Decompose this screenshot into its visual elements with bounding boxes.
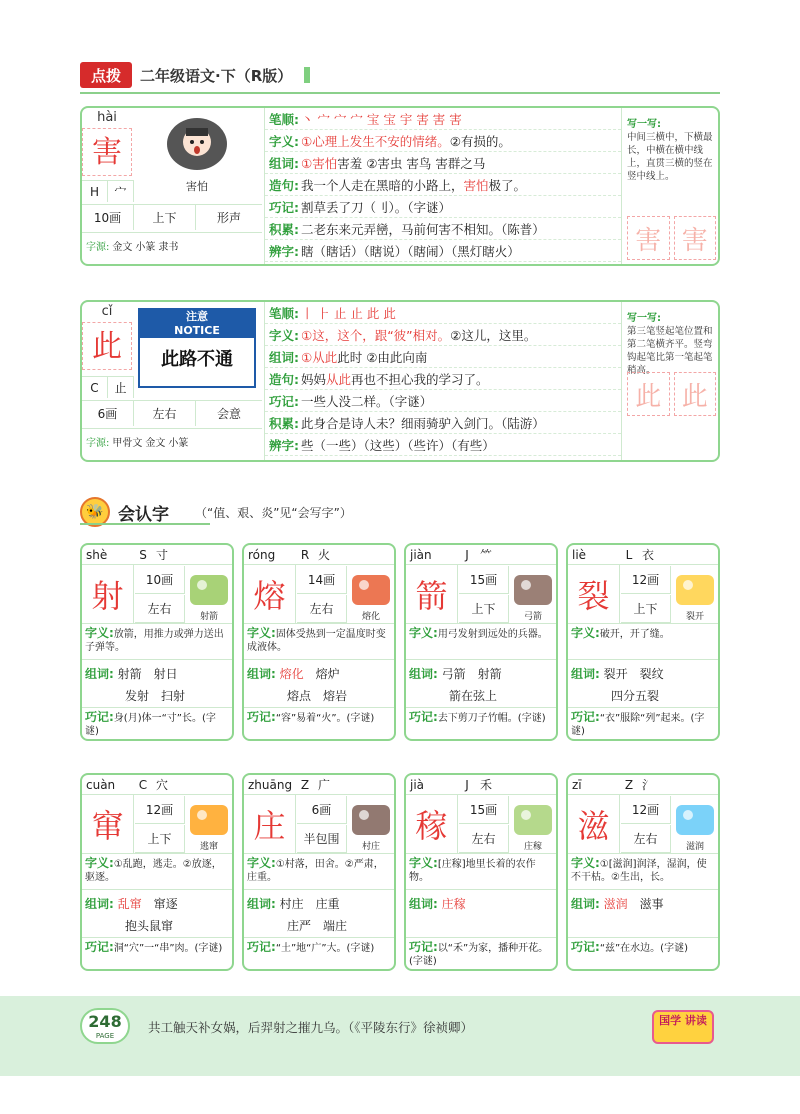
header-accent: [304, 67, 310, 83]
trace-char: 害: [627, 216, 670, 260]
meaning-row: 字义:①[滋润]润泽，湿润，使不干枯。②生出，长。: [568, 853, 718, 889]
meaning-row: 字义:固体受热到一定温度时变成液体。: [244, 623, 394, 659]
memory-tip-row: 巧记:洞“穴”一“串”肉。(字谜): [82, 937, 232, 971]
char-card-1: [242, 543, 396, 741]
notice-text: 此路不通: [161, 349, 233, 370]
book-title: 二年级语文·下（R版）: [140, 66, 293, 85]
char-card-4: [80, 773, 234, 971]
main-character: 此: [82, 322, 132, 370]
char-origin: [82, 428, 262, 454]
write-text: 中间三横中，下横最长，中横在横中线上，直贯三横的竖在竖中线上。: [627, 132, 713, 182]
radical: 止: [108, 377, 134, 398]
char-card-6: [404, 773, 558, 971]
word: 抱头鼠窜: [125, 919, 174, 933]
words-row: 组词: 弓箭 射箭 箭在弦上: [406, 659, 556, 707]
notice-top-en: NOTICE: [174, 324, 220, 337]
card-header: [82, 545, 232, 565]
words-row: 组词: 庄稼: [406, 889, 556, 937]
word: 熔点: [287, 689, 312, 703]
image-caption: 熔化: [361, 612, 380, 622]
notice-sign-image: [134, 304, 260, 392]
char-info: [82, 108, 262, 264]
origin-jinwen: 金文: [112, 242, 133, 253]
structure: 上下: [621, 595, 671, 623]
word: 裂开: [603, 667, 628, 681]
image-caption: 射箭: [199, 612, 218, 622]
write-text: 第三笔竖起笔位置和第二笔横齐平。竖弯钩起笔比第一笔起笔稍高。: [627, 326, 713, 376]
words-row: 组词: 滋润 滋事: [568, 889, 718, 937]
char-card-3: [566, 543, 720, 741]
meaning-line: 字义: ①心理上发生不安的情绪。 ②有损的。: [265, 130, 621, 152]
card-header: [244, 545, 394, 565]
memory-tip-row: 巧记:以“禾”为家，播种开花。(字谜): [406, 937, 556, 971]
origin-xiaozhuan: 小篆: [168, 438, 189, 449]
radical: 禾: [479, 778, 492, 792]
stroke-order-line: 笔顺: 丨 ⺊ 止 止 此 此: [265, 302, 621, 324]
word: 滋事: [639, 897, 664, 911]
initial-letter: S: [139, 547, 147, 562]
trace-char: 此: [674, 372, 717, 416]
word: 端庄: [323, 919, 348, 933]
page-number: 248 PAGE: [80, 1008, 130, 1044]
main-character: 射: [82, 565, 134, 623]
main-character: 箭: [406, 565, 458, 623]
illustration-image: [510, 567, 556, 611]
memory-tip-row: 巧记:“土”地“广”大。(字谜): [244, 937, 394, 971]
origin-label: 字源:: [86, 242, 110, 253]
word: 滋润: [603, 897, 628, 911]
meaning-row: 字义:[庄稼]地里长着的农作物。: [406, 853, 556, 889]
card-header: [82, 775, 232, 795]
word: 射日: [153, 667, 178, 681]
word: 熔化: [279, 667, 304, 681]
card-header: [406, 775, 556, 795]
memory-tip-row: 巧记:“容”易着“火”。(字谜): [244, 707, 394, 741]
radical: 广: [317, 778, 330, 792]
char-card-0: [80, 543, 234, 741]
meaning-row: 字义:用弓发射到远处的兵器。: [406, 623, 556, 659]
main-character: 裂: [568, 565, 620, 623]
pinyin: jià: [410, 777, 425, 792]
illustration-image: [186, 567, 232, 611]
radical: 氵: [641, 778, 654, 792]
word: 发射: [125, 689, 150, 703]
char-card-2: [404, 543, 558, 741]
main-character: 滋: [568, 795, 620, 853]
write-label: 写一写:: [627, 313, 661, 324]
card-header: [406, 545, 556, 565]
trace-boxes: [627, 372, 716, 416]
write-label: 写一写:: [627, 119, 661, 130]
image-caption: 裂开: [685, 612, 704, 622]
pinyin: jiàn: [410, 547, 432, 562]
sentence-line: 造句: 妈妈 从此 再也不担心我的学习了。: [265, 368, 621, 390]
structure: 上下: [135, 825, 185, 853]
pinyin: shè: [86, 547, 108, 562]
word: 箭在弦上: [449, 689, 498, 703]
word: 裂纹: [639, 667, 664, 681]
card-header: [568, 545, 718, 565]
word: 窜逐: [153, 897, 178, 911]
structure: 左右: [134, 401, 196, 426]
initial-letter: C: [82, 377, 108, 398]
words-row: 组词: 裂开 裂纹 四分五裂: [568, 659, 718, 707]
char-info: [82, 302, 262, 460]
illustration-image: [348, 567, 394, 611]
radical: 宀: [108, 181, 134, 202]
memory-tip-row: 巧记:“衣”服除“列”起来。(字谜): [568, 707, 718, 741]
main-character: 害: [82, 128, 132, 176]
structure: 左右: [135, 595, 185, 623]
word: 庄严: [287, 919, 312, 933]
words-row: 组词: 村庄 庄重 庄严 端庄: [244, 889, 394, 937]
initial-letter: R: [300, 547, 310, 562]
char-card-ci: [80, 300, 720, 462]
origin-jinwen: 金文: [145, 438, 166, 449]
trace-char: 害: [674, 216, 717, 260]
meaning-line: 字义: ①这，这个，跟“彼”相对。 ②这儿，这里。: [265, 324, 621, 346]
distinguish-line: 辨字: 些（一些）（这些）（些许）（有些）: [265, 434, 621, 456]
stroke-count: 15画: [459, 796, 509, 824]
word: 村庄: [279, 897, 304, 911]
radical: ⺮: [479, 548, 492, 562]
pinyin: róng: [248, 547, 276, 562]
meaning-row: 字义:破开，开了缝。: [568, 623, 718, 659]
char-card-7: [566, 773, 720, 971]
stroke-count: 12画: [135, 796, 185, 824]
writing-tip: [623, 108, 720, 264]
initial-letter: J: [465, 547, 469, 562]
structure: 半包围: [297, 825, 347, 853]
memory-tip-row: 巧记:“兹”在水边。(字谜): [568, 937, 718, 971]
origin-xiaozhuan: 小篆: [135, 242, 156, 253]
stroke-count: 14画: [297, 566, 347, 594]
writing-tip: [623, 302, 720, 460]
section-note: （“值、艰、炎”见“会写字”）: [195, 505, 352, 520]
guoxue-badge: 国学 讲读: [652, 1010, 714, 1044]
words-row: 组词: 乱窜 窜逐 抱头鼠窜: [82, 889, 232, 937]
stroke-count: 10画: [82, 205, 134, 230]
word: 射箭: [477, 667, 502, 681]
stroke-count: 6画: [82, 401, 134, 426]
header-divider: [80, 92, 720, 94]
pinyin: zī: [572, 777, 582, 792]
stroke-count: 12画: [621, 566, 671, 594]
stroke-count: 12画: [621, 796, 671, 824]
pinyin: cuàn: [86, 777, 116, 792]
word: 四分五裂: [611, 689, 660, 703]
main-character: 稼: [406, 795, 458, 853]
radical: 寸: [155, 548, 168, 562]
structure: 左右: [297, 595, 347, 623]
stroke-order-line: 笔顺: 丶 宀 宀 宀 宝 宝 宇 害 害 害: [265, 108, 621, 130]
image-caption: 滋润: [685, 842, 704, 852]
structure: 上下: [459, 595, 509, 623]
word: 庄重: [315, 897, 340, 911]
structure: 上下: [134, 205, 196, 230]
initial-letter: C: [138, 777, 148, 792]
char-details: [264, 108, 622, 264]
trace-boxes: [627, 216, 716, 260]
words-line: 组词: ①从此 此时 ②由此向南: [265, 346, 621, 368]
initial-letter: H: [82, 181, 108, 202]
radical: 衣: [641, 548, 654, 562]
memory-tip-row: 巧记:去下剪刀子竹帽。(字谜): [406, 707, 556, 741]
char-type: 会意: [216, 407, 241, 421]
trace-char: 此: [627, 372, 670, 416]
words-row: 组词: 射箭 射日 发射 扫射: [82, 659, 232, 707]
memory-tip-row: 巧记:身(月)体一“寸”长。(字谜): [82, 707, 232, 741]
illustration-image: [186, 797, 232, 841]
memory-tip-line: 巧记: 一些人没二样。（字谜）: [265, 390, 621, 412]
image-caption: 弓箭: [523, 612, 542, 622]
word: 乱窜: [117, 897, 142, 911]
initial-letter: Z: [624, 777, 634, 792]
image-caption: 害怕: [186, 180, 208, 193]
word: 熔炉: [315, 667, 340, 681]
origin-lishu: 隶书: [158, 242, 179, 253]
stroke-count: 6画: [297, 796, 347, 824]
brand-logo: 点拨: [80, 62, 132, 88]
origin-label: 字源:: [86, 438, 110, 449]
illustration-image: [510, 797, 556, 841]
radical: 穴: [155, 778, 168, 792]
origin-jiaguwen: 甲骨文: [112, 438, 143, 449]
initial-letter: L: [625, 547, 633, 562]
bee-mascot-icon: 🐝: [80, 497, 110, 527]
pinyin: liè: [572, 547, 587, 562]
image-caption: 村庄: [361, 842, 380, 852]
main-character: 窜: [82, 795, 134, 853]
structure: 左右: [621, 825, 671, 853]
illustration-image: [672, 797, 718, 841]
section-divider: [80, 523, 210, 525]
meaning-row: 字义:放箭，用推力或弹力送出子弹等。: [82, 623, 232, 659]
word: 射箭: [117, 667, 142, 681]
main-character: 庄: [244, 795, 296, 853]
structure: 左右: [459, 825, 509, 853]
word: 庄稼: [441, 897, 466, 911]
char-details: [264, 302, 622, 460]
pinyin: hài: [97, 110, 117, 125]
words-row: 组词: 熔化 熔炉 熔点 熔岩: [244, 659, 394, 707]
word: 弓箭: [441, 667, 466, 681]
footer-quote: 共工触天补女娲，后羿射之摧九乌。（《平陵东行》徐祯卿）: [148, 1020, 474, 1035]
notice-top-cn: 注意: [186, 310, 208, 323]
section-title: 会认字: [118, 504, 169, 525]
char-card-5: [242, 773, 396, 971]
initial-letter: J: [465, 777, 469, 792]
sentence-line: 造句: 我一个人走在黑暗的小路上， 害怕 极了。: [265, 174, 621, 196]
scared-girl-image: [134, 110, 260, 176]
stroke-count: 15画: [459, 566, 509, 594]
meaning-row: 字义:①乱跑，逃走。②放逐，驱逐。: [82, 853, 232, 889]
card-header: [244, 775, 394, 795]
memory-tip-line: 巧记: 割草丢了刀（刂）。（字谜）: [265, 196, 621, 218]
radical: 火: [317, 548, 330, 562]
illustration-image: [348, 797, 394, 841]
image-caption: 逃窜: [199, 842, 218, 852]
card-header: [568, 775, 718, 795]
distinguish-line: 辨字: 瞎（瞎话）（瞎说）（瞎闹）（黑灯瞎火）: [265, 240, 621, 262]
char-origin: [82, 232, 262, 258]
words-line: 组词: ①害怕 害羞 ②害虫 害鸟 害群之马: [265, 152, 621, 174]
stroke-count: 10画: [135, 566, 185, 594]
main-character: 熔: [244, 565, 296, 623]
accumulation-line: 积累: 二老东来元弄巒，马前何害不相知。（陈普）: [265, 218, 621, 240]
initial-letter: Z: [300, 777, 310, 792]
pinyin: cǐ: [101, 304, 113, 319]
char-type: 形声: [216, 211, 241, 225]
word: 扫射: [161, 689, 186, 703]
meaning-row: 字义:①村落，田舍。②严肃，庄重。: [244, 853, 394, 889]
accumulation-line: 积累: 此身合是诗人未？细雨骑驴入剑门。（陆游）: [265, 412, 621, 434]
page-header: [80, 62, 310, 88]
illustration-image: [672, 567, 718, 611]
char-card-hai: [80, 106, 720, 266]
word: 熔岩: [323, 689, 348, 703]
pinyin: zhuāng: [248, 777, 293, 792]
image-caption: 庄稼: [523, 842, 542, 852]
